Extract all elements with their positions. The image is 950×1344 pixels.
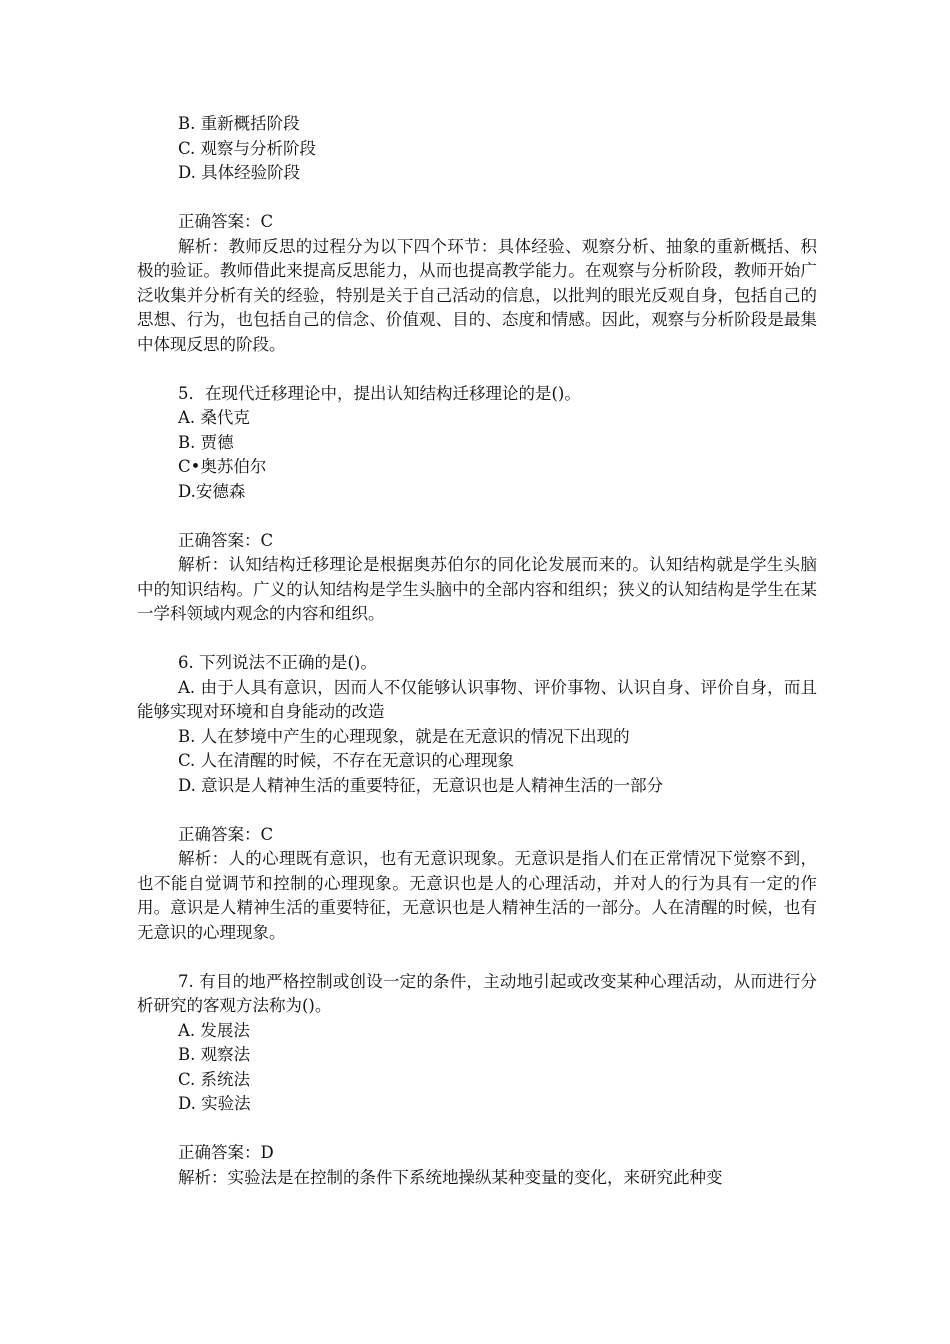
- question-5: 5．在现代迁移理论中，提出认知结构迁移理论的是()。: [178, 383, 581, 403]
- option-a: A. 发展法: [178, 1020, 250, 1040]
- option-c: C. 观察与分析阶段: [178, 138, 317, 158]
- option-c: C. 人在清醒的时候，不存在无意识的心理现象: [178, 751, 515, 770]
- option-b: B. 观察法: [178, 1045, 251, 1064]
- spacer: [137, 798, 817, 823]
- spacer: [137, 504, 817, 529]
- option-a: A. 由于人具有意识，因而人不仅能够认识事物、评价事物、认识自身、评价自身，而且能够实现对环境和自身能动的改造: [137, 677, 817, 721]
- correct-answer: 正确答案：D: [178, 1143, 274, 1162]
- answer-analysis: 解析：教师反思的过程分为以下四个环节：具体经验、观察分析、抽象的重新概括、积极的验证。教师借此来提高反思能力，从而也提高教学能力。在观察与分析阶段，教师开始广泛收集并分析有关的经验，特别是关于自己活动的信息，以批判的眼光反观自身，包括自己的思想、行为，也包括自己的信念、价值观、目的、态度和情感。因此，观察与分析阶段是最集中体现反思的阶段。: [137, 236, 817, 354]
- option-b: B. 人在梦境中产生的心理现象，就是在无意识的情况下出现的: [178, 726, 630, 746]
- answer-analysis: 解析：实验法是在控制的条件下系统地操纵某种变量的变化，来研究此种变: [178, 1167, 723, 1187]
- option-d: D. 实验法: [178, 1094, 251, 1113]
- option-b: B. 贾德: [178, 432, 234, 452]
- spacer: [137, 357, 817, 382]
- question-7: 7. 有目的地严格控制或创设一定的条件，主动地引起或改变某种心理活动，从而进行分析研究的客观方法称为()。: [137, 971, 817, 1015]
- option-c: C•奥苏伯尔: [178, 457, 267, 476]
- option-d: D. 意识是人精神生活的重要特征，无意识也是人精神生活的一部分: [178, 775, 664, 795]
- spacer: [137, 186, 817, 211]
- correct-answer: 正确答案：C: [178, 530, 274, 550]
- document-page: [137, 112, 817, 1190]
- option-c: C. 系统法: [178, 1069, 251, 1089]
- option-d: D. 具体经验阶段: [178, 163, 301, 182]
- option-b: B. 重新概括阶段: [178, 114, 300, 133]
- correct-answer: 正确答案：C: [178, 824, 274, 844]
- spacer: [137, 1117, 817, 1142]
- question-6: 6. 下列说法不正确的是()。: [178, 653, 377, 672]
- correct-answer: 正确答案：C: [178, 212, 274, 231]
- option-a: A. 桑代克: [178, 408, 250, 427]
- spacer: [137, 627, 817, 652]
- answer-analysis: 解析：人的心理既有意识，也有无意识现象。无意识是指人们在正常情况下觉察不到，也不能自觉调节和控制的心理现象。无意识也是人的心理活动，并对人的行为具有一定的作用。意识是人精神生活的重要特征，无意识也是人精神生活的一部分。人在清醒的时候，也有无意识的心理现象。: [137, 849, 817, 942]
- answer-analysis: 解析：认知结构迁移理论是根据奥苏伯尔的同化论发展而来的。认知结构就是学生头脑中的知识结构。广义的认知结构是学生头脑中的全部内容和组织；狭义的认知结构是学生在某一学科领域内观念的内容和组织。: [137, 555, 817, 623]
- option-d: D.安德森: [178, 481, 246, 501]
- spacer: [137, 945, 817, 970]
